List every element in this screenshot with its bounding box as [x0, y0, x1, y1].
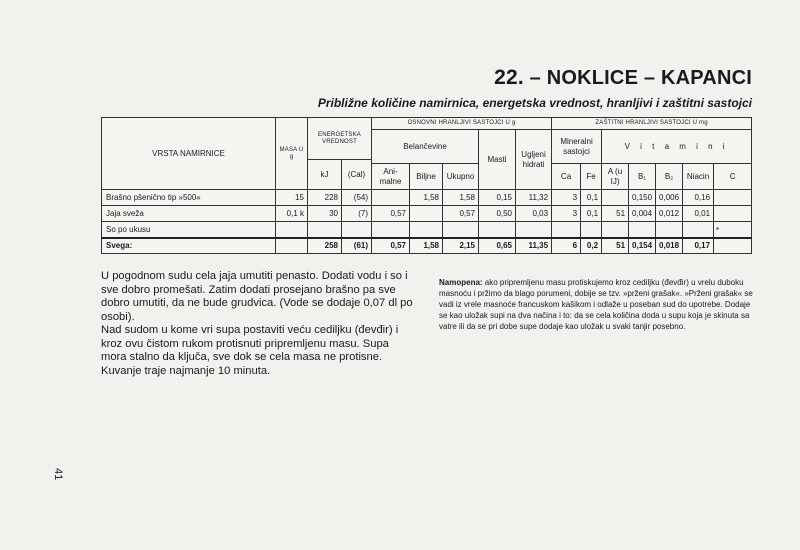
header-animal: Ani-malne: [372, 164, 410, 190]
cell-plant: 1,58: [410, 190, 443, 206]
cell-fats: 0,50: [479, 206, 516, 222]
header-carbs: Ugljeni hidrati: [516, 130, 552, 190]
cell-a: [602, 190, 629, 206]
cell-animal: [372, 222, 410, 238]
header-mass: MASA U g: [276, 118, 308, 190]
chapter-title: – NOKLICE – KAPANCI: [529, 67, 752, 89]
cell-plant: [410, 206, 443, 222]
cell-c: [714, 206, 752, 222]
cell-ca: 6: [552, 238, 581, 254]
header-minerals: Mineralni sastojci: [552, 130, 602, 164]
cell-carbs: 11,35: [516, 238, 552, 254]
instructions-paragraph: U pogodnom sudu cela jaja umutiti penasto. Dodati vodu i so i sve dobro promešati. Zatim dodati prosejano brašno pa sve dobro umutiti, da ne bude grudvica. (Vode se dodaje 0,07 dl po osobi).: [101, 270, 413, 323]
page-number: 41: [52, 468, 64, 481]
page-title: [494, 66, 752, 90]
header-b2: B₂: [656, 164, 683, 190]
cell-ca: 3: [552, 190, 581, 206]
cell-fats: 0,65: [479, 238, 516, 254]
header-energy: ENERGETSKA VREDNOST: [308, 118, 372, 160]
cell-fats: [479, 222, 516, 238]
header-kj: kJ: [308, 160, 342, 190]
cell-item: So po ukusu: [102, 222, 276, 238]
cell-fats: 0,15: [479, 190, 516, 206]
cell-a: 51: [602, 206, 629, 222]
cell-animal: 0,57: [372, 238, 410, 254]
cell-b1: [629, 222, 656, 238]
page-subtitle: Približne količine namirnica, energetska vrednost, hranljivi i zaštitni sastojci: [317, 96, 752, 110]
header-ca: Ca: [552, 164, 581, 190]
header-b1: B₁: [629, 164, 656, 190]
cell-plant: 1,58: [410, 238, 443, 254]
cell-item: Brašno pšenično tip »500«: [102, 190, 276, 206]
header-plant: Biljne: [410, 164, 443, 190]
header-vit-a: A (u IJ): [602, 164, 629, 190]
cell-cal: (61): [342, 238, 372, 254]
cell-a: 51: [602, 238, 629, 254]
nutrition-table: [101, 117, 752, 254]
cell-mass: [276, 222, 308, 238]
cell-fe: 0,1: [581, 206, 602, 222]
cell-carbs: [516, 222, 552, 238]
cell-niacin: 0,16: [683, 190, 714, 206]
cell-b1: 0,150: [629, 190, 656, 206]
cell-kj: 228: [308, 190, 342, 206]
cell-c: [714, 190, 752, 206]
cell-mass: 15: [276, 190, 308, 206]
header-fats: Masti: [479, 130, 516, 190]
cell-kj: 258: [308, 238, 342, 254]
cell-total: 0,57: [443, 206, 479, 222]
cell-total: 2,15: [443, 238, 479, 254]
cell-b2: 0,018: [656, 238, 683, 254]
cell-ca: [552, 222, 581, 238]
cell-item: Svega:: [102, 238, 276, 254]
cell-carbs: 0,03: [516, 206, 552, 222]
note-body: ako pripremljenu masu protiskujemo kroz cediljku (đevđir) u vrelu duboku masnoću i pržimo da blago porumeni, dobije se tzv. »prženi grašak«. »Prženi grašak« se vadi iz vrele masnoće francuskom kašikom i odlaže u poseban sud do upotrebe. Dodaje se kao uložak supi na dva načina i to: da se cela količina doda u supu koja je skinuta sa vatre ili da se pri dobe supe dodaje kao uložak u svaki tanjir posebno.: [439, 278, 753, 331]
instructions-paragraph: Nad sudom u kome vri supa postaviti veću cediljku (đevđir) i kroz ovu čistom rukom protisnuti pripremljenu masu. Supa mora stalno da ključa, sve dok se cela masa ne protisne. Kuvanje traje najmanje 10 minuta.: [101, 324, 399, 377]
header-protective-group: ZAŠTITNI HRANLJIVI SASTOJCI U mg: [552, 118, 752, 130]
cell-total: [443, 222, 479, 238]
table-row: [102, 206, 752, 222]
cell-niacin: 0,17: [683, 238, 714, 254]
note-text: [439, 277, 755, 332]
cell-b2: 0,006: [656, 190, 683, 206]
header-fe: Fe: [581, 164, 602, 190]
cell-fe: [581, 222, 602, 238]
cell-carbs: 11,32: [516, 190, 552, 206]
table-row: [102, 190, 752, 206]
header-item: VRSTA NAMIRNICE: [102, 118, 276, 190]
cell-total: 1,58: [443, 190, 479, 206]
cell-cal: (54): [342, 190, 372, 206]
cell-mass: 0,1 k: [276, 206, 308, 222]
cell-b1: 0,004: [629, 206, 656, 222]
instructions-text: [101, 270, 414, 378]
chapter-number: 22.: [494, 66, 524, 89]
table-row: [102, 222, 752, 238]
cell-mass: [276, 238, 308, 254]
header-total: Ukupno: [443, 164, 479, 190]
cell-kj: 30: [308, 206, 342, 222]
cell-item: Jaja sveža: [102, 206, 276, 222]
header-c: C: [714, 164, 752, 190]
cell-niacin: [683, 222, 714, 238]
cell-a: [602, 222, 629, 238]
cell-b1: 0,154: [629, 238, 656, 254]
cell-animal: 0,57: [372, 206, 410, 222]
note-label: Namopena:: [439, 278, 483, 287]
cell-fe: 0,2: [581, 238, 602, 254]
cell-cal: (7): [342, 206, 372, 222]
table-row-total: [102, 238, 752, 254]
cell-c: [714, 238, 752, 254]
cell-b2: [656, 222, 683, 238]
cell-ca: 3: [552, 206, 581, 222]
header-vitamins: V i t a m i n i: [602, 130, 752, 164]
header-proteins: Belančevine: [372, 130, 479, 164]
cell-cal: [342, 222, 372, 238]
cell-animal: [372, 190, 410, 206]
cell-c: *: [714, 222, 752, 238]
header-basic-group: OSNOVNI HRANLJIVI SASTOJCI U g: [372, 118, 552, 130]
cell-fe: 0,1: [581, 190, 602, 206]
cell-kj: [308, 222, 342, 238]
cell-niacin: 0,01: [683, 206, 714, 222]
cell-b2: 0,012: [656, 206, 683, 222]
header-niacin: Niacin: [683, 164, 714, 190]
header-cal: (Cal): [342, 160, 372, 190]
cell-plant: [410, 222, 443, 238]
